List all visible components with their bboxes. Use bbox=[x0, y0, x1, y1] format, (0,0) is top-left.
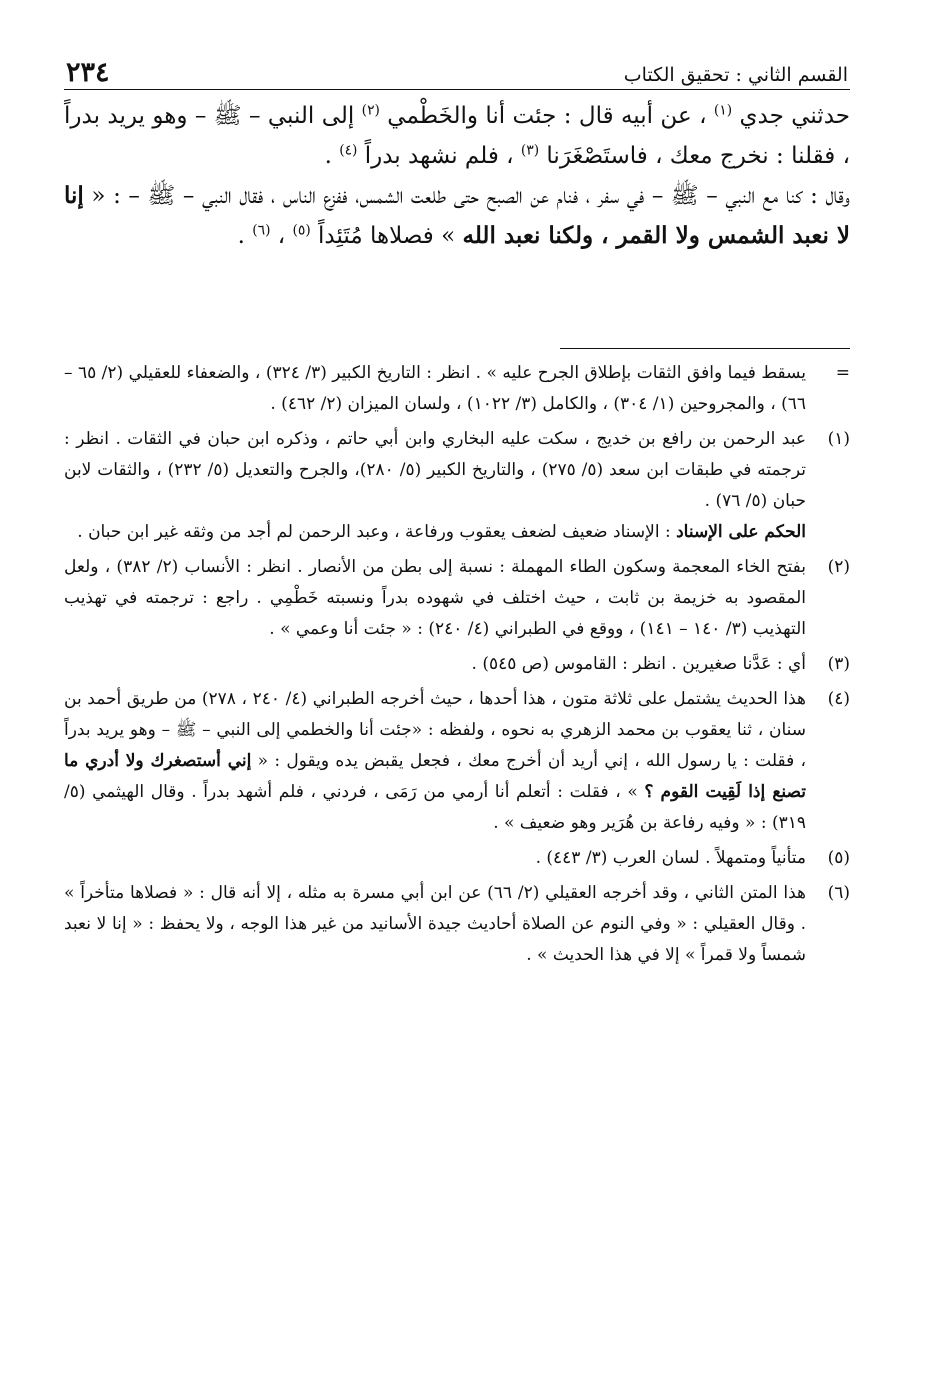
footnote-text-span: هذا الحديث يشتمل على ثلاثة متون ، هذا أحدها ، حيث أخرجه الطبراني (٤/ ٢٤٠ ، ٢٧٨) من طريق أحمد بن سنان ، ثنا يعقوب بن محمد الزهري به نحوه ، ولفظه : «جئت أنا والخطمي إلى النبي – ﷺ – وهو يريد بدراً ، فقلت : يا رسول الله ، إني أريد أن أخرج معك ، فجعل يقبض يده ويقول : « bbox=[64, 689, 807, 771]
footnote-ref-5: (٥) bbox=[292, 222, 311, 239]
isnad-judgement bbox=[64, 517, 806, 548]
footnote-text bbox=[64, 684, 806, 839]
main-text-span: حدثني جدي bbox=[732, 103, 850, 129]
footnote-6 bbox=[64, 878, 850, 971]
footnote-marker: (٢) bbox=[827, 557, 850, 577]
footnote-separator bbox=[560, 348, 850, 349]
hadith-quote-bold: إني أستصغرك ولا أدري ما تصنع إذا لَقِيت القوم ؟ bbox=[64, 751, 807, 802]
hadith-quote-bold: إنا لا نعبد الشمس ولا القمر ، ولكنا نعبد الله bbox=[64, 182, 850, 249]
footnote-3 bbox=[64, 649, 850, 680]
footnote-4 bbox=[64, 684, 850, 839]
footnote-text: متأنياً ومتمهلاً . لسان العرب (٣/ ٤٤٣) . bbox=[535, 848, 806, 868]
footnote-ref-6: (٦) bbox=[252, 222, 271, 239]
footnote-marker: (٣) bbox=[827, 654, 850, 674]
footnote-text-span: » ، فقلت : أتعلم أنا أرمي من رَمَى ، فردني ، فلم أشهد بدراً . وقال الهيثمي (٥/ ٣١٩) : « وفيه رفاعة بن هُرَير وهو ضعيف » . bbox=[64, 782, 806, 833]
main-text-span: . bbox=[324, 143, 340, 169]
footnote-ref-4: (٤) bbox=[339, 142, 358, 159]
running-title: القسم الثاني : تحقيق الكتاب bbox=[623, 64, 848, 86]
page-number: ٢٣٤ bbox=[66, 57, 110, 88]
footnote-text: أي : عَدَّنا صغيرين . انظر : القاموس (ص ٥٤٥) . bbox=[471, 654, 806, 674]
main-text-span: » فصلاها مُتَئِداً bbox=[310, 223, 463, 249]
main-text-span: ، فلم نشهد بدراً bbox=[357, 143, 521, 169]
footnote-text: هذا المتن الثاني ، وقد أخرجه العقيلي (٢/ ٦٦) عن ابن أبي مسرة به مثله ، إلا أنه قال : « فصلاها متأخراً » . وقال العقيلي : « وفي النوم عن الصلاة أحاديث جيدة الأسانيد من غير هذا الوجه ، ولا يحفظ : « إنا لا نعبد شمساً ولا قمراً » إلا في هذا الحديث » . bbox=[64, 883, 806, 965]
main-paragraph-1 bbox=[64, 96, 850, 176]
main-text-span: إلى النبي – ﷺ – وهو يريد بدراً ، فقلنا : نخرج معك ، فاستَصْغَرَنا bbox=[64, 103, 850, 169]
judgement-label: الحكم على الإسناد bbox=[676, 522, 806, 542]
footnote-marker: = bbox=[835, 363, 850, 383]
main-text-span: وقال : كنا مع النبي – ﷺ – في سفر ، فنام عن الصبح حتى طلعت الشمس، ففزع الناس ، فقال النبي – ﷺ – : « bbox=[83, 183, 850, 209]
main-text-span: . bbox=[237, 223, 253, 249]
page-header bbox=[66, 52, 848, 88]
footnote-ref-2: (٢) bbox=[361, 102, 380, 119]
footnote-marker: (٦) bbox=[827, 883, 850, 903]
footnote-5 bbox=[64, 843, 850, 874]
footnote-marker: (٤) bbox=[827, 689, 850, 709]
footnote-ref-1: (١) bbox=[713, 102, 733, 119]
footnote-continuation bbox=[64, 358, 850, 420]
footnote-marker: (٥) bbox=[827, 848, 850, 868]
main-text bbox=[64, 96, 850, 256]
footnote-text: بفتح الخاء المعجمة وسكون الطاء المهملة : نسبة إلى بطن من الأنصار . انظر : الأنساب (٢/ ٣٨٢) ، ولعل المقصود به خزيمة بن ثابت ، حيث اختلف في شهوده بدراً ونسبته خَطْمِي . راجع : ترجمته في تهذيب التهذيب (٣/ ١٤٠ – ١٤١) ، ووقع في الطبراني (٤/ ٢٤٠) : « جئت أنا وعمي » . bbox=[64, 557, 806, 639]
header-rule bbox=[64, 89, 850, 90]
footnote-text: عبد الرحمن بن رافع بن خديج ، سكت عليه البخاري وابن أبي حاتم ، وذكره ابن حبان في الثقات . انظر : ترجمته في طبقات ابن سعد (٥/ ٢٧٥) ، والتاريخ الكبير (٥/ ٢٨٠)، والجرح والتعديل (٥/ ٢٣٢) ، والثقات لابن حبان (٥/ ٧٦) . bbox=[64, 429, 806, 511]
judgement-text: : الإسناد ضعيف لضعف يعقوب ورفاعة ، وعبد الرحمن لم أجد من وثقه غير ابن حبان . bbox=[77, 522, 677, 542]
footnote-1 bbox=[64, 424, 850, 548]
footnotes bbox=[64, 358, 850, 975]
footnote-ref-3: (٣) bbox=[520, 142, 540, 159]
footnote-2 bbox=[64, 552, 850, 645]
footnote-marker: (١) bbox=[827, 429, 850, 449]
main-paragraph-2 bbox=[64, 176, 850, 256]
main-text-span: ، bbox=[270, 223, 293, 249]
footnote-text: يسقط فيما وافق الثقات بإطلاق الجرح عليه » . انظر : التاريخ الكبير (٣/ ٣٢٤) ، والضعفاء للعقيلي (٢/ ٦٥ – ٦٦) ، والمجروحين (١/ ٣٠٤) ، والكامل (٣/ ١٠٢٢) ، ولسان الميزان (٢/ ٤٦٢) . bbox=[64, 363, 807, 414]
main-text-span: ، عن أبيه قال : جئت أنا والخَطْمي bbox=[379, 103, 714, 129]
